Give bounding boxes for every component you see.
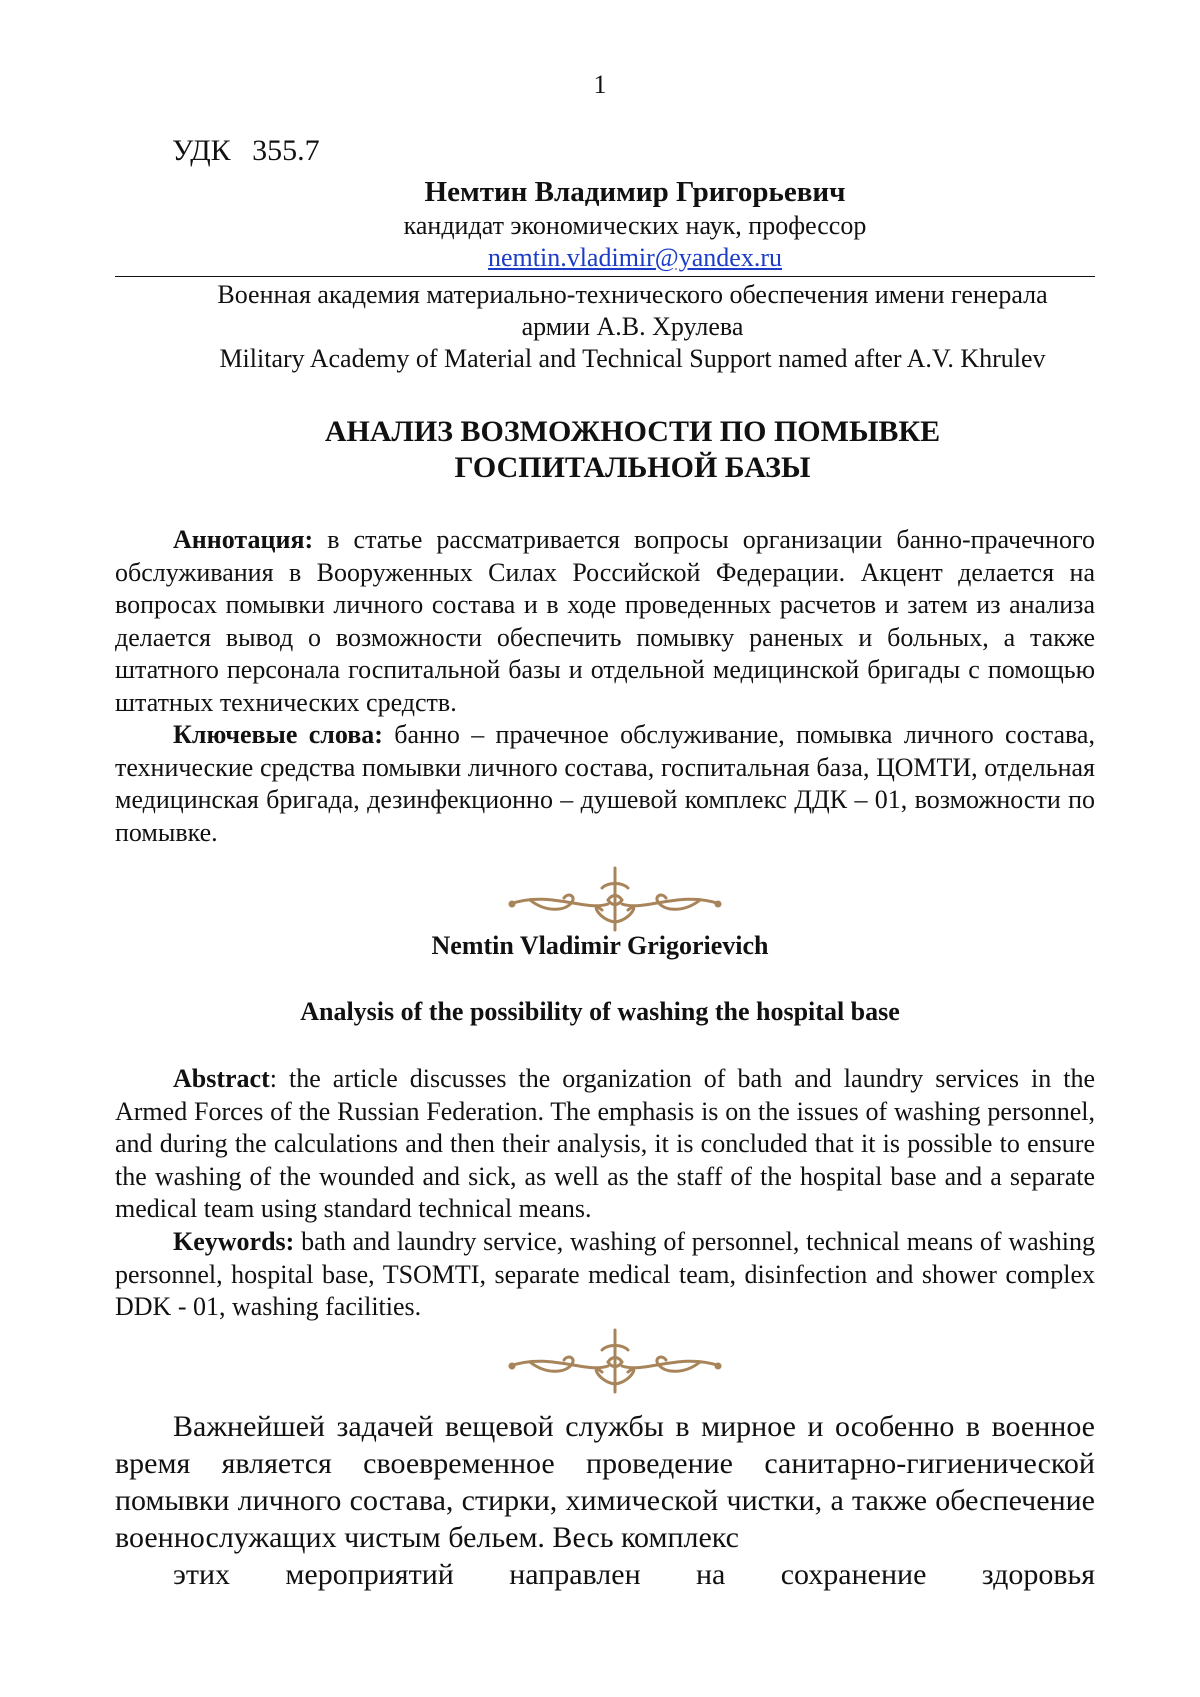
en-keywords-label: Keywords: bbox=[173, 1227, 295, 1256]
paper-title-line1: АНАЛИЗ ВОЗМОЖНОСТИ ПО ПОМЫВКЕ bbox=[324, 415, 941, 448]
body-paragraph bbox=[115, 1408, 1095, 1593]
en-paper-title: Analysis of the possibility of washing the hospital base bbox=[300, 997, 900, 1026]
paper-title-line2: ГОСПИТАЛЬНОЙ БАЗЫ bbox=[454, 451, 811, 484]
ru-keywords-label: Ключевые слова: bbox=[173, 720, 383, 749]
body-paragraph-text: Важнейшей задачей вещевой службы в мирное и особенно в военное время является своевременное проведение санитарно-гигиенической помывки личного состава, стирки, химической чистки, а также обеспечение военнослужащих чистым бельем. Весь комплекс bbox=[115, 1410, 1095, 1554]
en-keywords bbox=[115, 1226, 1095, 1324]
ru-abstract-label: Аннотация: bbox=[173, 525, 314, 554]
ru-keywords-text: банно – прачечное обслуживание, помывка личного состава, технические средства помывки личного состава, госпитальная база, ЦОМТИ, отдельная медицинская бригада, дезинфекционно – душевой комплекс ДДК – 01, возможности по помывке. bbox=[115, 720, 1095, 847]
paper-title bbox=[170, 414, 1095, 486]
ru-abstract-text: в статье рассматривается вопросы организации банно-прачечного обслуживания в Вооруженных Силах Российской Федерации. Акцент делается на вопросах помывки личного состава и в ходе проведенных расчетов и затем из анализа делается вывод о возможности обеспечить помывку раненых и больных, а также штатного персонала госпитальной базы и отдельной медицинской бригады с помощью штатных технических средств. bbox=[115, 525, 1095, 717]
author-email-link[interactable]: nemtin.vladimir@yandex.ru bbox=[488, 243, 782, 272]
affiliation-ru-line2: армии А.В. Хрулева bbox=[521, 312, 744, 341]
author-name: Немтин Владимир Григорьевич bbox=[424, 176, 846, 208]
affiliation-ru-line1: Военная академия материально-технического обеспечения имени генерала bbox=[217, 280, 1048, 309]
affiliation-en: Military Academy of Material and Technical Support named after A.V. Khrulev bbox=[219, 344, 1046, 373]
en-abstract-label: Abstract bbox=[173, 1064, 270, 1093]
affiliation bbox=[170, 279, 1095, 375]
page-number: 1 bbox=[593, 70, 607, 99]
en-abstract-text: : the article discusses the organization of bath and laundry services in the Armed Forces of the Russian Federation. The emphasis is on the issues of washing personnel, and during the calculations and then their analysis, it is concluded that it is possible to ensure the washing of the wounded and sick, as well as the staff of the hospital base and a separate medical team using standard technical means. bbox=[115, 1064, 1095, 1223]
author-block bbox=[260, 174, 1010, 274]
en-keywords-text: bath and laundry service, washing of personnel, technical means of washing personnel, hospital base, TSOMTI, separate medical team, disinfection and shower complex DDK - 01, washing facilities. bbox=[115, 1227, 1095, 1321]
body-paragraph-last-line: этих мероприятий направлен на сохранение здоровья bbox=[173, 1558, 1095, 1591]
ru-abstract bbox=[115, 524, 1095, 719]
en-abstract bbox=[115, 1063, 1095, 1226]
header-divider bbox=[115, 276, 1095, 277]
decorative-flourish-icon bbox=[490, 1322, 740, 1400]
author-title: кандидат экономических наук, профессор bbox=[403, 211, 867, 240]
ru-keywords bbox=[115, 719, 1095, 849]
udk-code: УДК 355.7 bbox=[172, 134, 320, 167]
en-author-name: Nemtin Vladimir Grigorievich bbox=[431, 931, 769, 960]
decorative-flourish-icon bbox=[490, 860, 740, 938]
